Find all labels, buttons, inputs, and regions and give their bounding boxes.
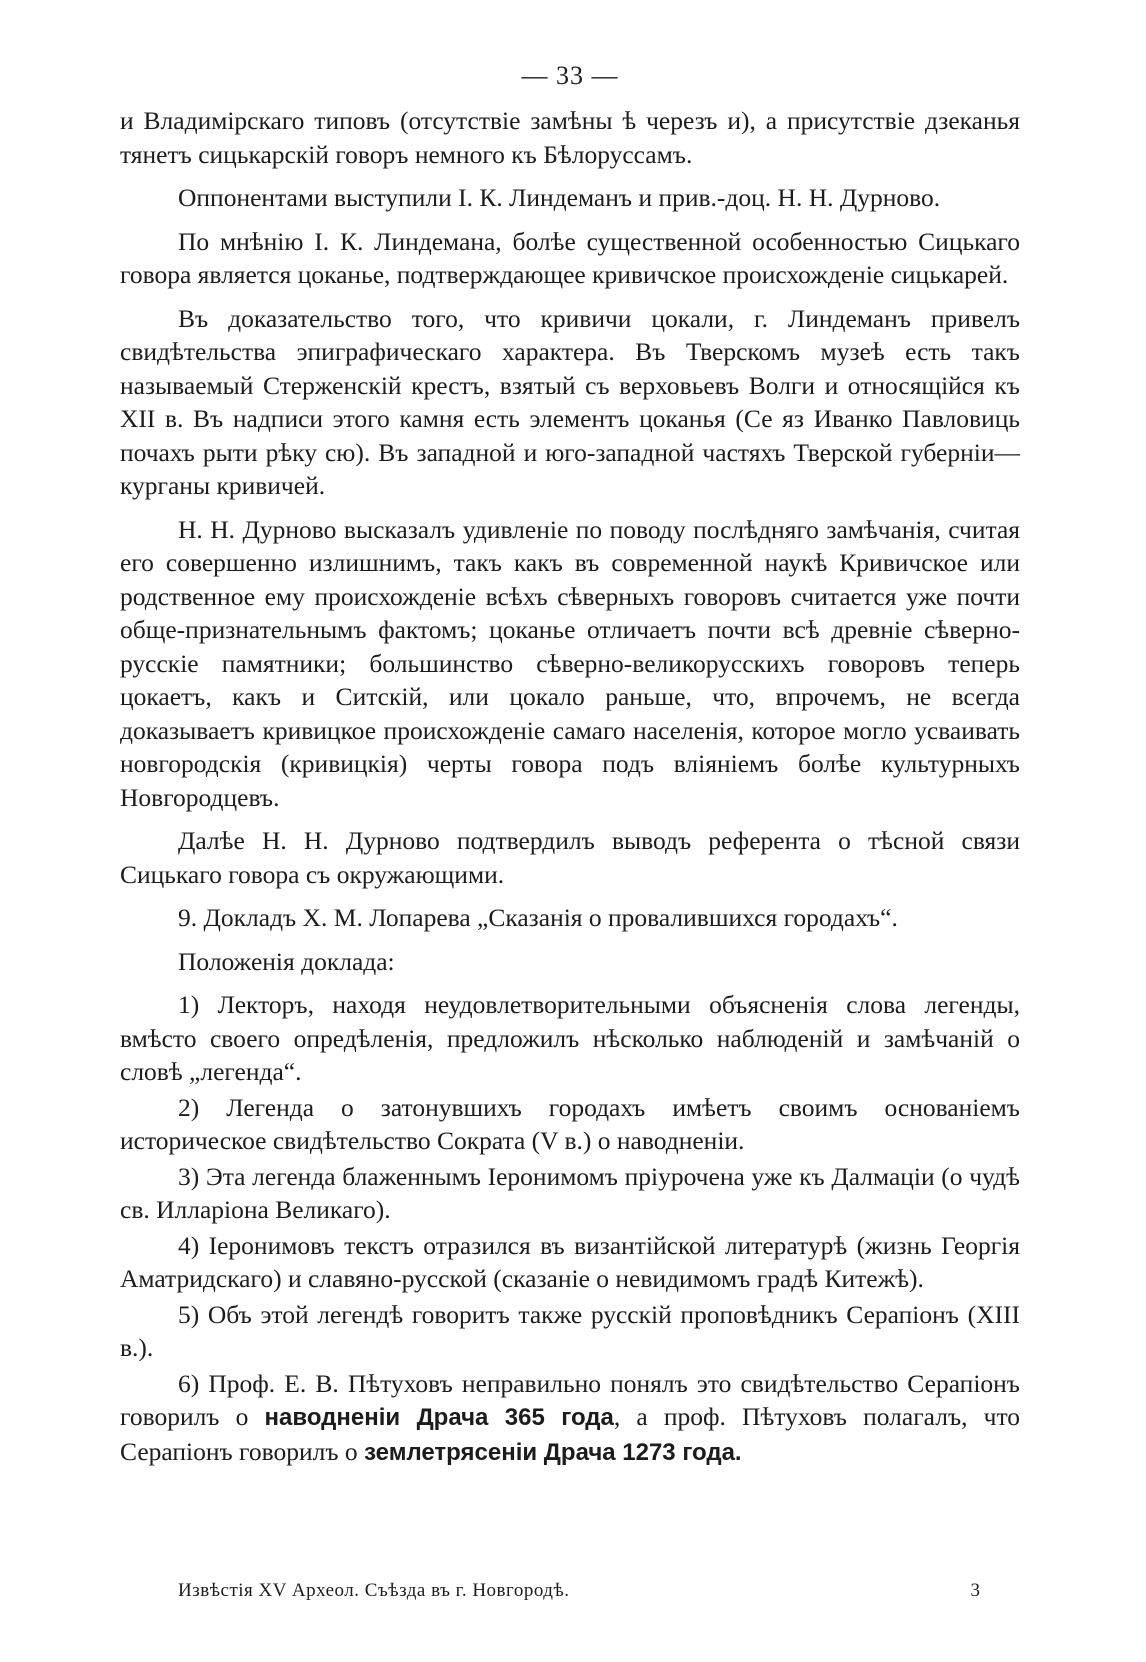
thesis-bold-text: землетрясеніи Драча 1273 года. <box>364 1438 742 1466</box>
thesis-item-last <box>120 1367 1020 1470</box>
thesis-item: 1) Лекторъ, находя неудовлетворительными объясненія слова легенды, вмѣсто своего опредѣленія, предложилъ нѣсколько наблюденій и замѣчаній о словѣ „легенда“. <box>120 990 1020 1086</box>
paragraph-lindeman-opinion: По мнѣнію І. К. Линдемана, болѣе существенной особенностью Сицькаго говора является цоканье, подтверждающее кривичское происхожденіе сицькарей. <box>120 226 1020 289</box>
page-footer <box>178 1580 980 1602</box>
thesis-text: , а проф. Пѣтуховъ полагалъ, что Серапіонъ говорилъ о <box>120 1402 1021 1466</box>
thesis-item: 3) Эта легенда блаженнымъ Іеронимомъ пріурочена уже къ Далмаціи (о чудѣ св. Илларіона Великаго). <box>120 1161 1020 1224</box>
theses-heading: Положенія доклада: <box>178 946 395 976</box>
thesis-item: 2) Легенда о затонувшихъ городахъ имѣетъ своимъ основаніемъ историческое свидѣтельство Сократа (V в.) о наводненіи. <box>120 1092 1020 1155</box>
paragraph-opponents: Оппонентами выступили І. К. Линдеманъ и прив.-доц. Н. Н. Дурново. <box>178 183 941 212</box>
footer-sheet-number: 3 <box>970 1580 980 1601</box>
paragraph-evidence: Въ доказательство того, что кривичи цокали, г. Линдеманъ привелъ свидѣтельства эпиграфическаго характера. Въ Тверскомъ музеѣ есть такъ называемый Стерженскій крестъ, взятый съ верховьевъ Волги и относящійся къ XII в. Въ надписи этого камня есть элементъ цоканья (Се яз Иванко Павловиць почахъ рыти рѣку сю). Въ западной и юго-западной частяхъ Тверской губерніи—курганы кривичей. <box>120 303 1020 500</box>
section-heading: 9. Докладъ Х. М. Лопарева „Сказанія о провалившихся городахъ“. <box>178 903 898 932</box>
thesis-item: 5) Объ этой легендѣ говоритъ также русскій проповѣдникъ Серапіонъ (XIII в.). <box>120 1299 1020 1362</box>
paragraph-durnovo-confirm: Далѣе Н. Н. Дурново подтвердилъ выводъ референта о тѣсной связи Сицькаго говора съ окружающими. <box>120 826 1020 889</box>
thesis-item: 4) Іеронимовъ текстъ отразился въ византійской литературѣ (жизнь Георгія Аматридскаго) и славяно-русской (сказаніе о невидимомъ градѣ Китежѣ). <box>120 1230 1020 1293</box>
footer-signature: Извѣстія XV Археол. Съѣзда въ г. Новгородѣ. <box>178 1580 570 1601</box>
thesis-text: 6) Проф. Е. В. Пѣтуховъ неправильно понялъ это свидѣтельство Серапіонъ говорилъ о <box>120 1368 1020 1431</box>
paragraph-durnovo-remark: Н. Н. Дурново высказалъ удивленіе по поводу послѣдняго замѣчанія, считая его совершенно излишнимъ, такъ какъ въ современной наукѣ Кривичское или родственное ему происхожденіе всѣхъ сѣверныхъ говоровъ считается уже почти обще-признательнымъ фактомъ; цоканье отличаетъ почти всѣ древніе сѣверно-русскіе памятники; большинство сѣверно-великорусскихъ говоровъ теперь цокаетъ, какъ и Ситскій, или цокало раньше, что, впрочемъ, не всегда доказываетъ кривицкое происхожденіе самаго населенія, которое могло усваивать новгородскія (кривицкія) черты говора подъ вліяніемъ болѣе культурныхъ Новгородцевъ. <box>120 514 1020 812</box>
page-number: — 33 — <box>521 61 619 90</box>
thesis-bold-text: наводненіи Драча 365 года <box>264 1404 614 1431</box>
document-page <box>120 58 1020 1638</box>
paragraph-continuation: и Владимірскаго типовъ (отсутствіе замѣны ѣ черезъ и), а присутствіе дзеканья тянетъ сицькарскій говоръ немного къ Бѣлоруссамъ. <box>120 106 1020 169</box>
